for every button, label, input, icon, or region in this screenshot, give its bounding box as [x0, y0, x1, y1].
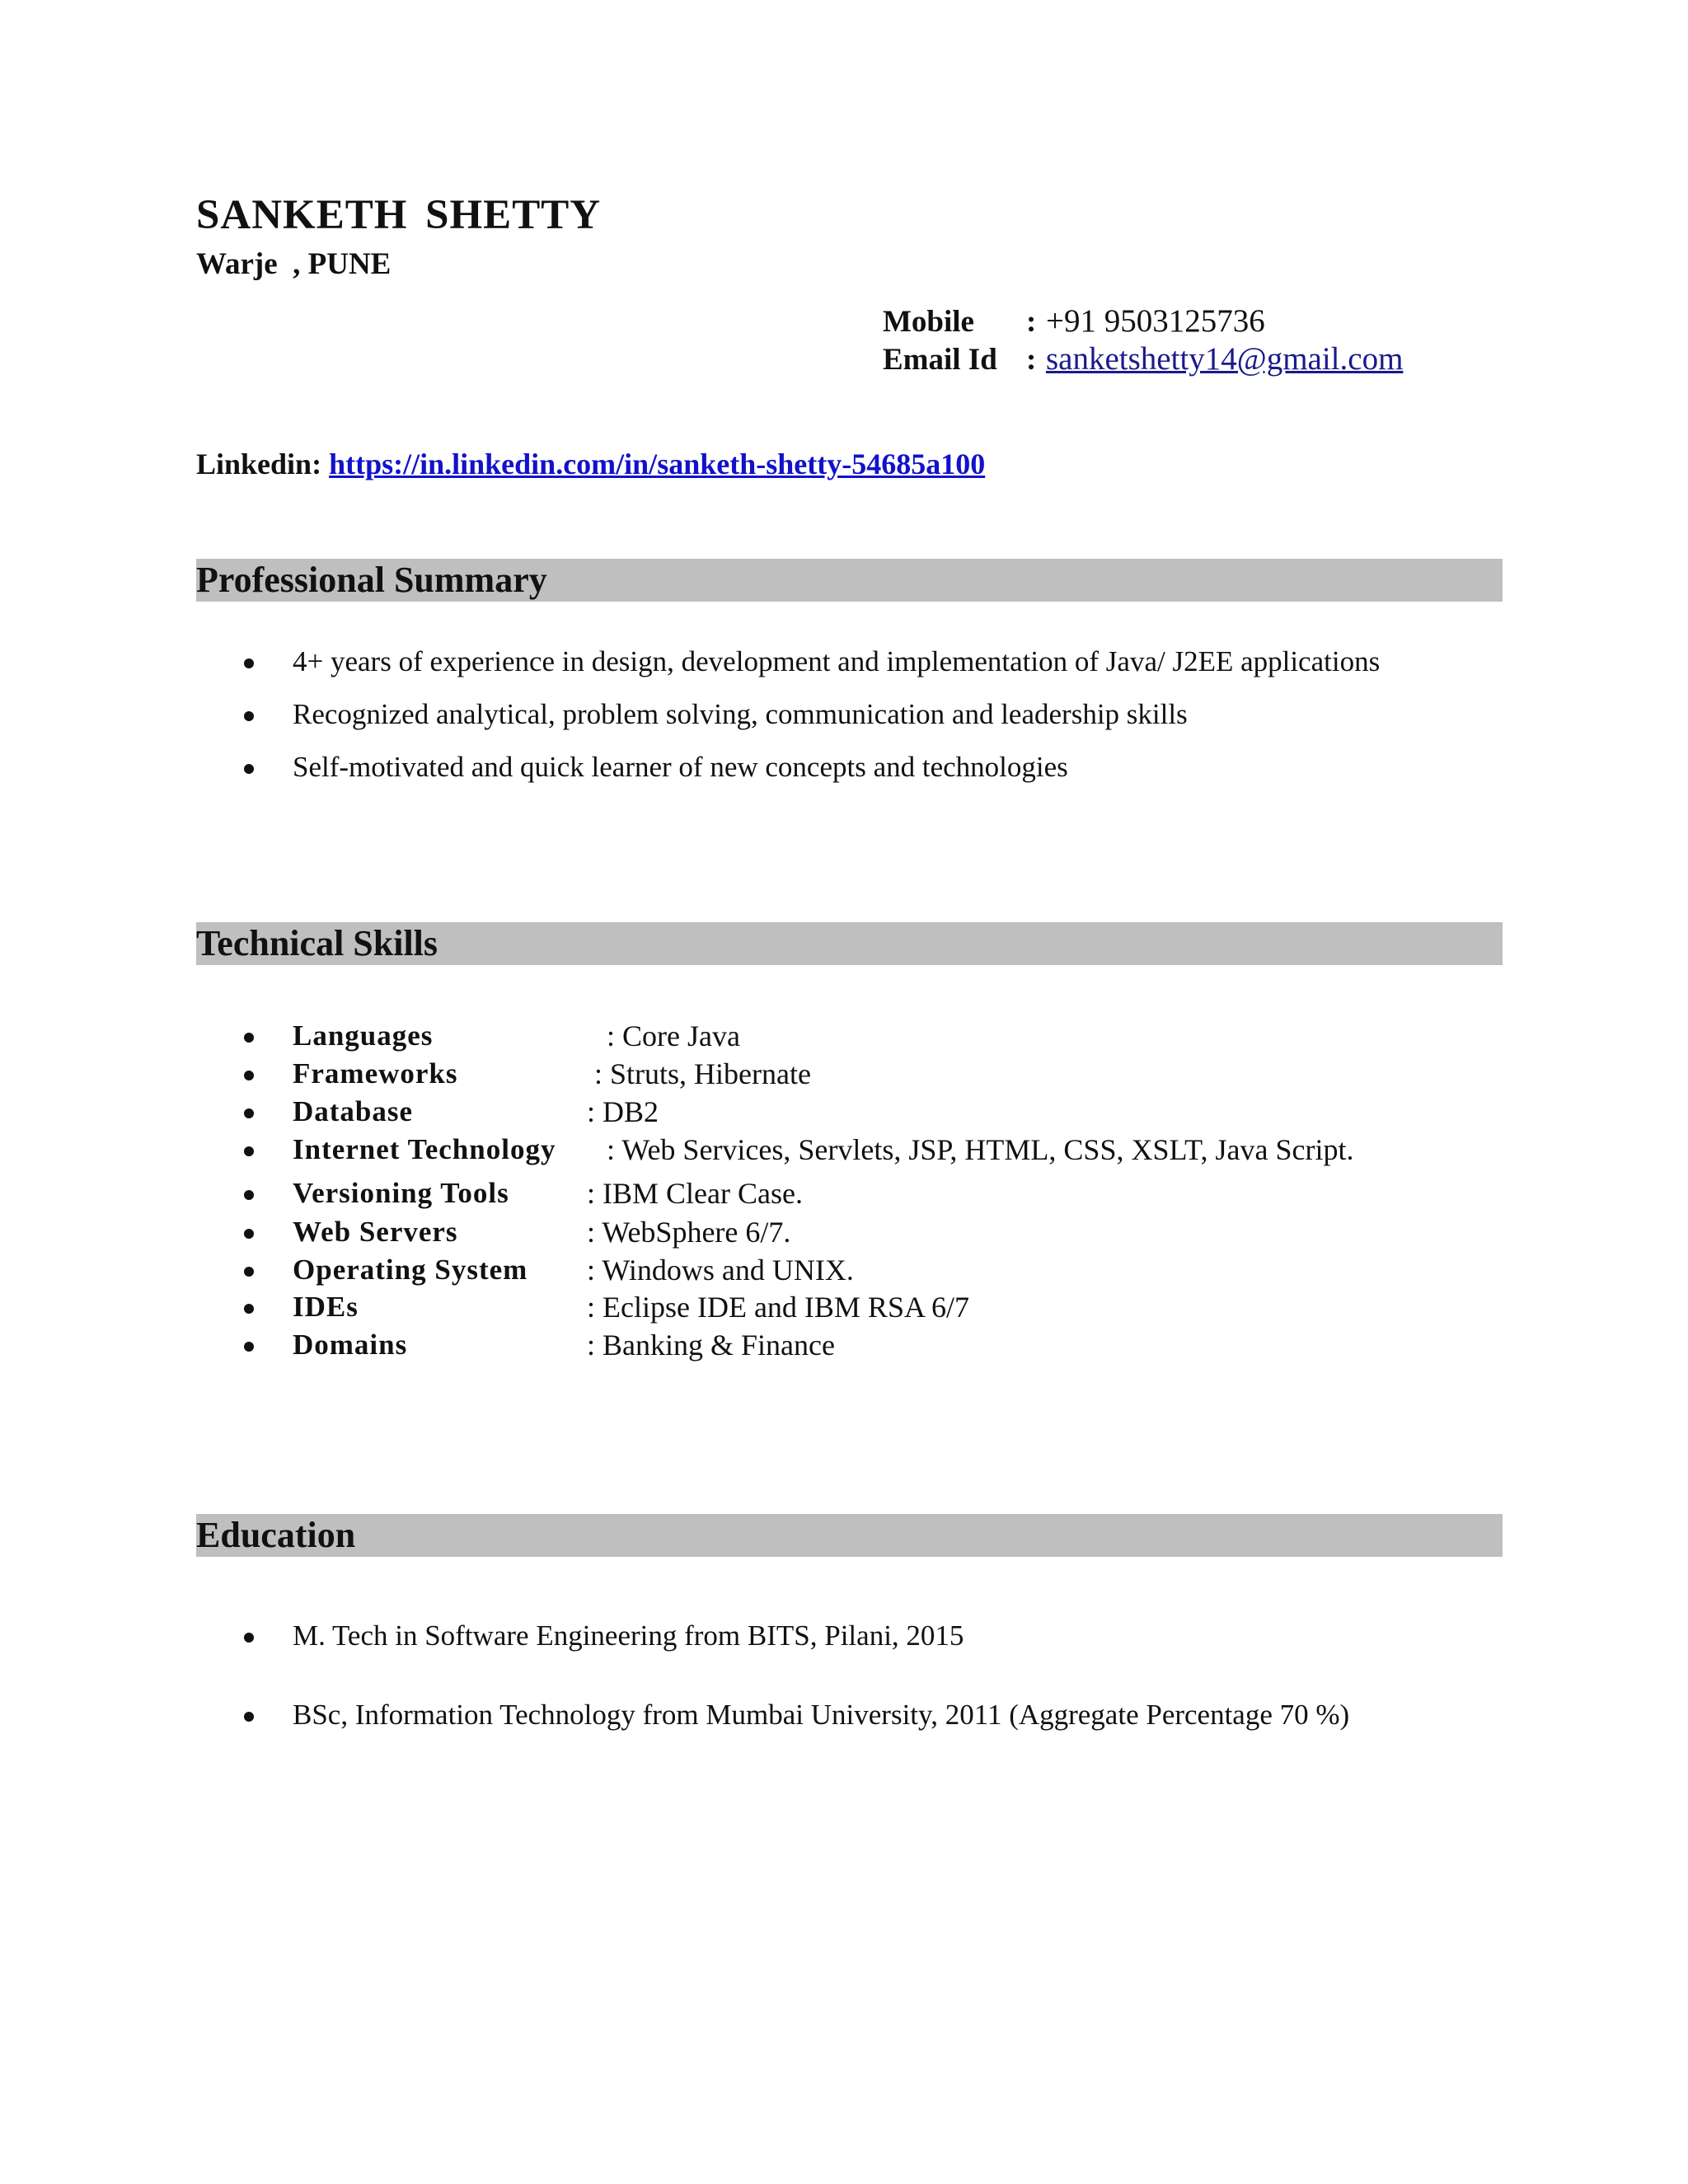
- summary-title: Professional Summary: [196, 560, 547, 600]
- bullet-icon: [244, 1190, 254, 1200]
- bullet-icon: [244, 1304, 254, 1314]
- education-item-text: M. Tech in Software Engineering from BITS, Pilani, 2015: [293, 1619, 964, 1652]
- education-item-text: BSc, Information Technology from Mumbai University, 2011 (Aggregate Percentage 70 %): [293, 1699, 1350, 1731]
- summary-item-text: Self-motivated and quick learner of new concepts and technologies: [293, 751, 1068, 783]
- bullet-icon: [244, 1633, 254, 1643]
- bullet-icon: [244, 658, 254, 668]
- bullet-icon: [244, 1146, 254, 1156]
- email-link[interactable]: sanketshetty14@gmail.com: [1046, 341, 1404, 377]
- skills-title: Technical Skills: [196, 923, 438, 963]
- bullet-icon: [244, 1267, 254, 1277]
- mobile-label: Mobile: [883, 305, 974, 339]
- education-title: Education: [196, 1515, 356, 1555]
- skill-label: Domains: [293, 1329, 408, 1361]
- skill-label: Languages: [293, 1019, 434, 1052]
- bullet-icon: [244, 1033, 254, 1043]
- skill-value: : Struts, Hibernate: [594, 1057, 811, 1090]
- summary-section-header: [196, 559, 1503, 602]
- skill-label: Web Servers: [293, 1216, 458, 1248]
- skill-value: : Eclipse IDE and IBM RSA 6/7: [587, 1291, 969, 1324]
- skill-value: : IBM Clear Case.: [587, 1177, 803, 1210]
- linkedin-link[interactable]: https://in.linkedin.com/in/sanketh-shetty-54685a100: [329, 448, 986, 480]
- mobile-colon: :: [1026, 305, 1037, 339]
- skill-value: : Core Java: [607, 1019, 740, 1052]
- education-section-header: [196, 1514, 1503, 1557]
- skill-value: : Banking & Finance: [587, 1329, 835, 1361]
- skill-label: Versioning Tools: [293, 1177, 509, 1209]
- linkedin-label: Linkedin:: [196, 448, 322, 480]
- summary-item-text: Recognized analytical, problem solving, communication and leadership skills: [293, 698, 1188, 730]
- mobile-value: +91 9503125736: [1046, 303, 1265, 339]
- skill-value: : DB2: [587, 1095, 659, 1128]
- bullet-icon: [244, 1071, 254, 1080]
- email-row: [883, 343, 1403, 375]
- skill-value: : Windows and UNIX.: [587, 1254, 854, 1286]
- bullet-icon: [244, 1229, 254, 1239]
- summary-item-text: 4+ years of experience in design, development and implementation of Java/ J2EE applications: [293, 645, 1381, 677]
- bullet-icon: [244, 764, 254, 774]
- linkedin-row: [196, 449, 985, 479]
- bullet-icon: [244, 1342, 254, 1352]
- skill-value: : Web Services, Servlets, JSP, HTML, CSS, XSLT, Java Script.: [607, 1133, 1354, 1166]
- candidate-name: SANKETH SHETTY: [196, 192, 602, 238]
- bullet-icon: [244, 1108, 254, 1118]
- skill-label: Database: [293, 1095, 414, 1127]
- email-colon: :: [1026, 343, 1037, 377]
- skill-value: : WebSphere 6/7.: [587, 1216, 791, 1249]
- bullet-icon: [244, 1712, 254, 1722]
- bullet-icon: [244, 711, 254, 721]
- skills-section-header: [196, 922, 1503, 965]
- skill-label: Internet Technology: [293, 1133, 556, 1165]
- candidate-location: Warje , PUNE: [196, 247, 392, 281]
- skill-label: Frameworks: [293, 1057, 458, 1090]
- mobile-row: [883, 305, 1265, 337]
- skill-label: IDEs: [293, 1291, 359, 1323]
- email-label: Email Id: [883, 343, 997, 377]
- skill-label: Operating System: [293, 1254, 528, 1286]
